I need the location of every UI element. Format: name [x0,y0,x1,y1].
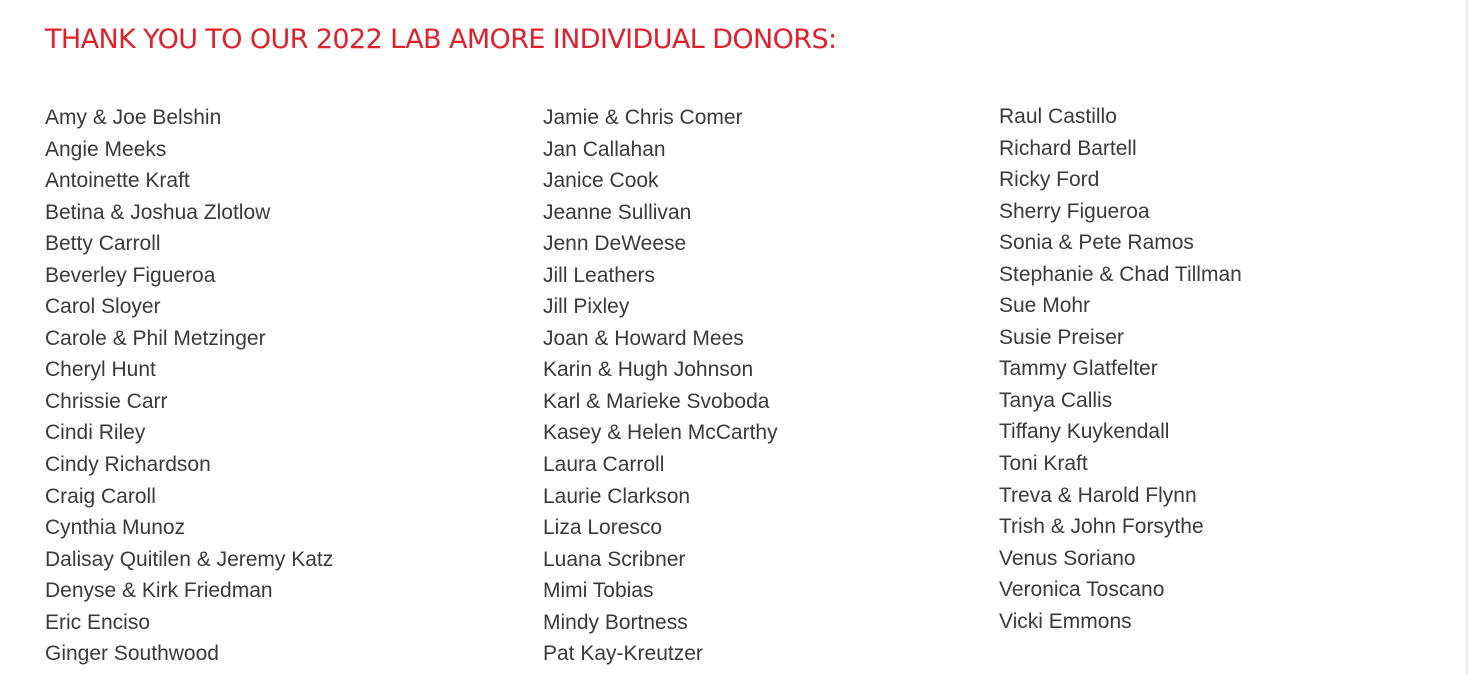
donor-name: Carol Sloyer [45,295,161,319]
donor-name: Beverley Figueroa [45,263,216,287]
donor-name: Sonia & Pete Ramos [999,231,1194,255]
donor-name: Joan & Howard Mees [543,326,744,350]
donor-name: Cindi Riley [45,421,146,445]
donor-name: Jan Callahan [543,137,666,161]
donor-name: Dalisay Quitilen & Jeremy Katz [45,547,334,571]
donor-name: Eric Enciso [45,610,151,634]
donor-name: Chrissie Carr [45,389,168,413]
donor-name: Karin & Hugh Johnson [543,358,754,382]
donor-name: Kasey & Helen McCarthy [543,421,778,445]
donor-name: Treva & Harold Flynn [999,483,1197,507]
donor-name: Susie Preiser [999,325,1124,349]
page-title: THANK YOU TO OUR 2022 LAB AMORE INDIVIDUAL DONORS: [45,24,837,55]
donor-name: Mindy Bortness [543,610,688,634]
donor-name: Sue Mohr [999,294,1091,318]
donor-name: Toni Kraft [999,452,1088,476]
donor-name: Craig Caroll [45,484,156,508]
donor-name: Liza Loresco [543,516,663,540]
donor-name: Cindy Richardson [45,453,211,477]
donor-name: Mimi Tobias [543,579,654,603]
donor-name: Amy & Joe Belshin [45,106,222,129]
donor-name: Sherry Figueroa [999,199,1150,223]
donor-name: Betina & Joshua Zlotlow [45,200,271,224]
donor-name: Cheryl Hunt [45,358,156,382]
donor-name: Ginger Southwood [45,642,219,666]
donor-name: Karl & Marieke Svoboda [543,389,770,413]
donor-name: Tanya Callis [999,388,1113,412]
donor-name: Antoinette Kraft [45,169,190,193]
donor-name: Jeanne Sullivan [543,200,692,224]
donor-name: Carole & Phil Metzinger [45,326,266,350]
donor-name: Angie Meeks [45,137,167,161]
donor-name: Cynthia Munoz [45,516,186,540]
donor-name: Richard Bartell [999,136,1137,160]
donor-name: Janice Cook [543,169,659,193]
donor-column-3 [999,101,1242,637]
donor-name: Ricky Ford [999,168,1100,192]
donor-name: Tammy Glatfelter [999,357,1158,381]
donor-name: Veronica Toscano [999,578,1165,602]
donor-name: Trish & John Forsythe [999,515,1204,539]
donor-name: Laura Carroll [543,453,665,477]
donor-name: Stephanie & Chad Tillman [999,262,1242,286]
donor-name: Raul Castillo [999,105,1117,128]
donor-name: Jill Leathers [543,263,656,287]
donor-name: Pat Kay-Kreutzer [543,642,703,666]
donor-name: Jamie & Chris Comer [543,106,743,129]
donor-column-2 [543,102,778,670]
donor-name: Vicki Emmons [999,609,1132,633]
donor-name: Laurie Clarkson [543,484,691,508]
donor-name: Luana Scribner [543,547,686,571]
donor-name: Denyse & Kirk Friedman [45,579,273,603]
donor-name: Jill Pixley [543,295,630,319]
donor-name: Jenn DeWeese [543,232,687,256]
donor-column-1 [45,102,333,670]
donor-name: Betty Carroll [45,232,161,256]
donor-name: Tiffany Kuykendall [999,420,1170,444]
donor-name: Venus Soriano [999,546,1136,570]
